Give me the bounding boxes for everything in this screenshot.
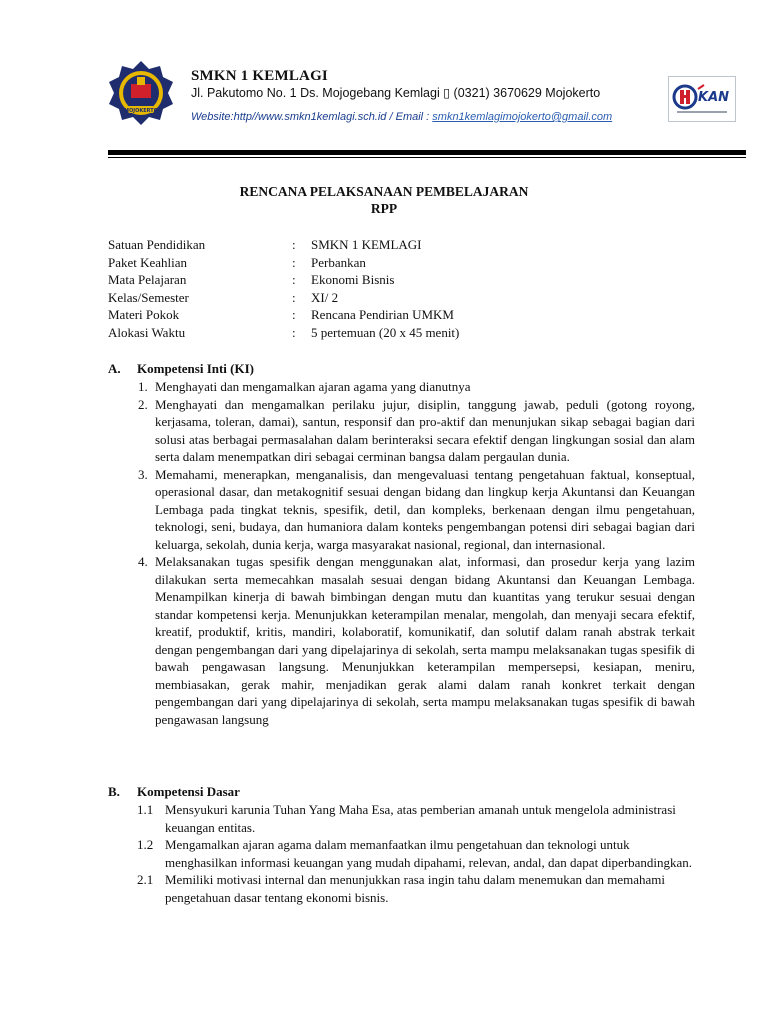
school-logo-icon <box>108 60 174 126</box>
identity-value: XI/ 2 <box>311 289 339 305</box>
list-number: 1.1 <box>137 802 154 817</box>
list-text: Memahami, menerapkan, menganalisis, dan mengevaluasi tentang pengetahuan faktual, konseptual, operasional dasar, dan metakognitif sesuai dengan bidang dan lingkup kerja Akuntansi dan Keuangan Lembaga pada tingkat teknis, spesifik, detil, dan kompleks, berkenaan dengan ilmu pengetahuan, teknologi, seni, budaya, dan humaniora dalam konteks pengembangan potensi diri sebagai bagian dari keluarga, sekolah, dunia kerja, warga masyarakat nasional, regional, dan internasional. <box>155 466 695 552</box>
cert-logo-text: KAN <box>698 90 730 105</box>
section-letter: B. <box>108 784 120 799</box>
list-text: Menghayati dan mengamalkan ajaran agama yang dianutnya <box>155 379 471 394</box>
school-address: Jl. Pakutomo No. 1 Ds. Mojogebang Kemlagi ▯ (0321) 3670629 Mojokerto <box>191 86 601 100</box>
list-text: Melaksanakan tugas spesifik dengan menggunakan alat, informasi, dan prosedur kerja yang lazim dilakukan serta memecahkan masalah sesuai dengan bidang Akuntansi dan Keuangan Lembaga. Menampilkan kinerja di bawah bimbingan dengan mutu dan kuantitas yang terukur sesuai dengan standar kompetensi kerja. Menunjukkan keterampilan menalar, mengolah, dan menyaji secara efektif, kreatif, produktif, kritis, mandiri, kolaboratif, komunikatif, dan solutif dalam ranah abstrak terkait dengan pengembangan dari yang dipelajarinya di sekolah, serta mampu melaksanakan tugas spesifik di bawah pengawasan langsung. Menunjukkan keterampilan mempersepsi, kesiapan, meniru, membiasakan, gerak mahir, menjadikan gerak alami dalam ranah konkret terkait dengan pengembangan dari yang dipelajarinya di sekolah, serta mampu melaksanakan tugas spesifik di bawah pengawasan langsung <box>155 554 695 727</box>
list-item <box>108 836 695 871</box>
identity-value: SMKN 1 KEMLAGI <box>311 237 422 252</box>
section-title: Kompetensi Inti (KI) <box>137 361 254 376</box>
list-text: Mensyukuri karunia Tuhan Yang Maha Esa, atas pemberian amanah untuk mengelola administrasi keuangan entitas. <box>165 802 676 835</box>
logo-text: MOJOKERTO <box>124 108 158 114</box>
list-item <box>108 871 695 906</box>
list-item <box>108 378 695 396</box>
email-label: / Email : <box>386 111 433 123</box>
list-number: 1.2 <box>137 837 154 852</box>
list-item <box>108 466 695 554</box>
section-heading <box>108 360 695 378</box>
identity-label: Kelas/Semester <box>108 289 189 305</box>
identity-value: Perbankan <box>311 254 366 270</box>
list-number: 3. <box>138 466 148 482</box>
section-heading <box>108 783 695 801</box>
list-number: 4. <box>138 554 148 569</box>
identity-value: Rencana Pendirian UMKM <box>311 307 454 322</box>
section-title: Kompetensi Dasar <box>137 784 240 799</box>
document-title: RENCANA PELAKSANAAN PEMBELAJARAN <box>239 184 529 199</box>
identity-colon: : <box>292 324 296 340</box>
identity-label: Mata Pelajaran <box>108 272 187 287</box>
website-label: Website: <box>191 111 234 123</box>
email-link[interactable]: smkn1kemlagimojokerto@gmail.com <box>432 111 613 123</box>
identity-colon: : <box>292 289 296 305</box>
list-text: Mengamalkan ajaran agama dalam memanfaatkan ilmu pengetahuan dan teknologi untuk menghasilkan informasi keuangan yang mudah dipahami, relevan, andal, dan dapat diperbandingkan. <box>165 837 693 870</box>
list-text: Memiliki motivasi internal dan menunjukkan rasa ingin tahu dalam menemukan dan memahami pengetahuan dasar tentang ekonomi bisnis. <box>165 872 666 905</box>
identity-colon: : <box>292 254 296 270</box>
school-contact <box>191 111 612 123</box>
header-divider <box>108 150 746 155</box>
section-letter: A. <box>108 361 121 376</box>
list-item <box>108 801 695 836</box>
website-url[interactable]: http//www.smkn1kemlagi.sch.id <box>233 111 387 123</box>
section-kompetensi-inti <box>108 360 695 728</box>
header-divider-thin <box>108 157 746 158</box>
identity-value: 5 pertemuan (20 x 45 menit) <box>311 324 460 340</box>
list-text: Menghayati dan mengamalkan perilaku jujur, disiplin, tanggung jawab, peduli (gotong royong, kerjasama, toleran, damai), santun, responsif dan pro-aktif dan menunjukan sikap sebagai bagian dari solusi atas berbagai permasalahan dalam berinteraksi secara efektif dengan lingkungan sosial dan alam serta dalam menempatkan diri sebagai cerminan bangsa dalam pergaulan dunia. <box>155 396 695 464</box>
identity-label: Alokasi Waktu <box>108 324 186 340</box>
list-number: 2.1 <box>137 872 154 887</box>
school-name: SMKN 1 KEMLAGI <box>191 68 328 84</box>
identity-label: Satuan Pendidikan <box>108 237 206 252</box>
identity-label: Materi Pokok <box>108 307 180 322</box>
identity-label: Paket Keahlian <box>108 254 188 270</box>
list-number: 1. <box>138 379 148 394</box>
section-kompetensi-dasar <box>108 783 695 906</box>
identity-colon: : <box>292 237 296 252</box>
identity-colon: : <box>292 272 296 287</box>
document-subtitle: RPP <box>370 201 398 216</box>
list-number: 2. <box>138 396 148 412</box>
list-item <box>108 396 695 466</box>
list-item <box>108 553 695 728</box>
identity-value: Ekonomi Bisnis <box>311 272 395 287</box>
identity-colon: : <box>292 307 296 322</box>
certification-logo-icon <box>668 76 736 122</box>
